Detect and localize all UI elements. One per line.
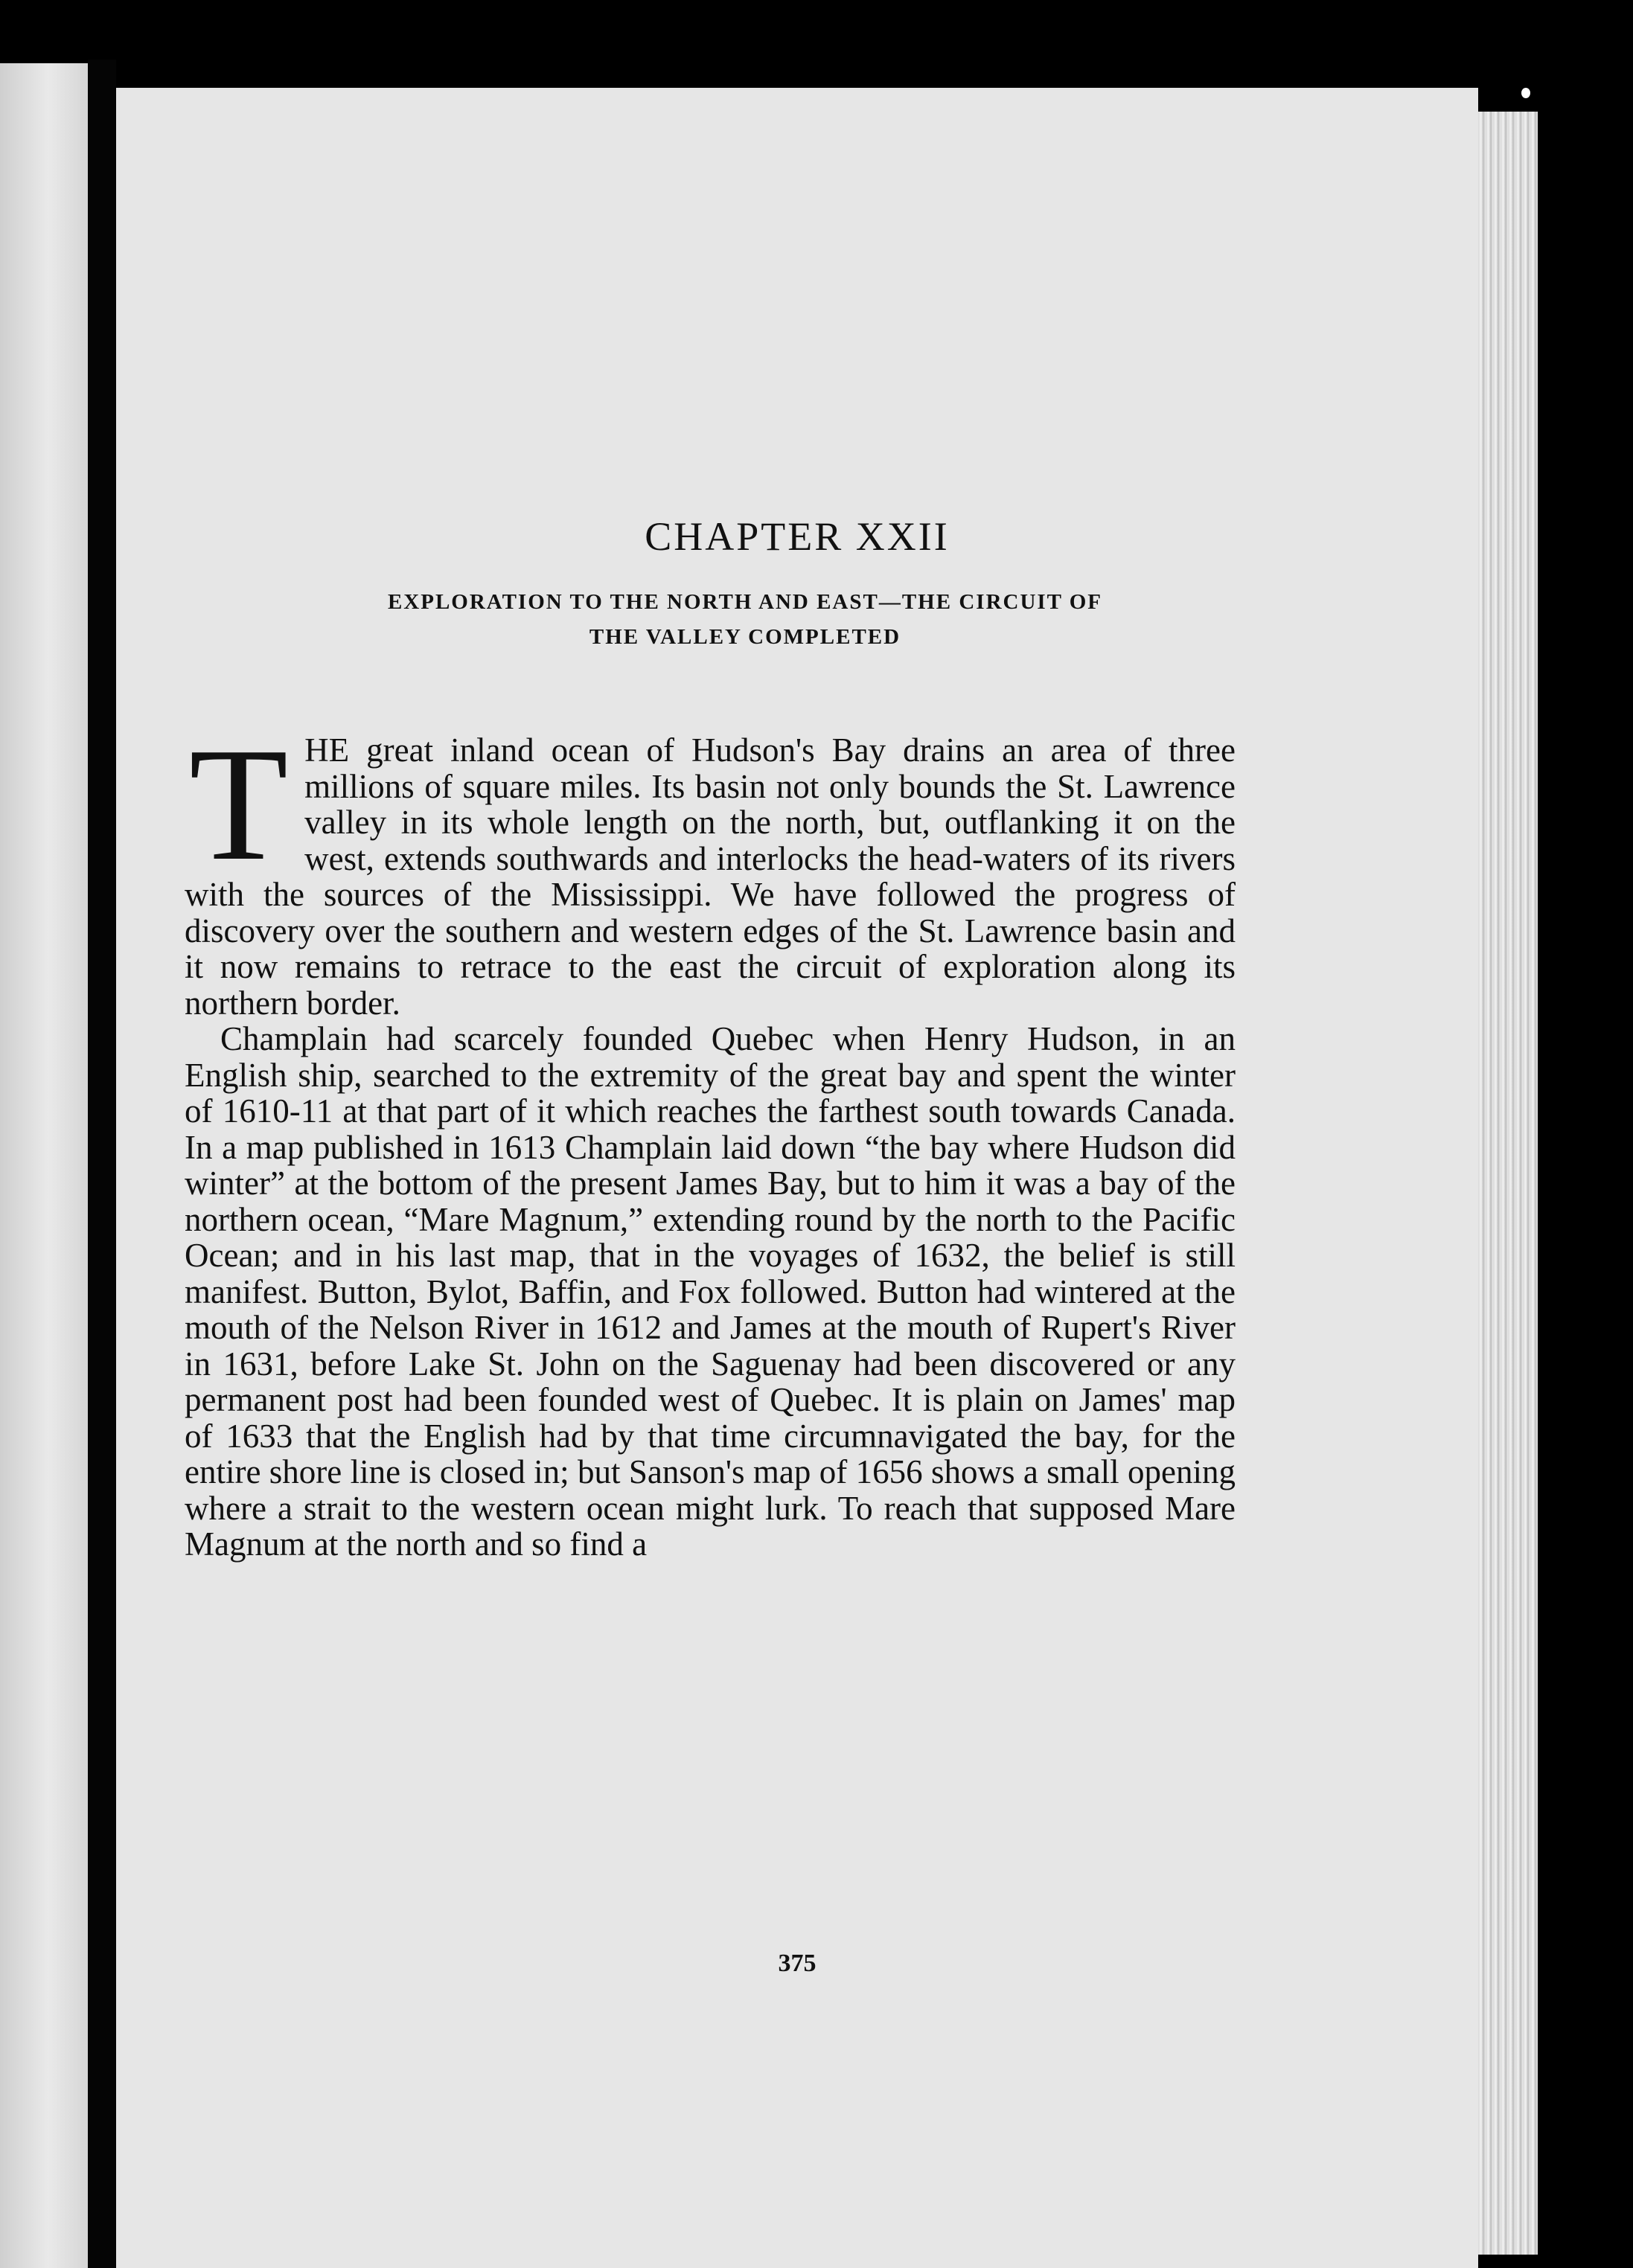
chapter-heading: CHAPTER XXII (645, 514, 950, 559)
page-stack-edge (1478, 112, 1538, 2255)
page-number: 375 (778, 1950, 816, 1977)
chapter-subtitle (205, 585, 1285, 655)
drop-cap: T (189, 715, 289, 894)
book-page (116, 88, 1478, 2268)
chapter-subtitle-line-1: EXPLORATION TO THE NORTH AND EAST—THE CIRCUIT OF (387, 590, 1103, 614)
scan-artifact-dot (1521, 88, 1530, 98)
book-spine (88, 60, 116, 2268)
chapter-subtitle-line-2: THE VALLEY COMPLETED (589, 625, 901, 649)
paragraph-1-text: HE great inland ocean of Hudson's Bay drains an area of three millions of square miles. Its basin not only bounds the St. Lawrence valley in its whole length on the north, but, outflanking it on the west, extends southwards and interlocks the head-waters of its rivers with the sources of the Mississippi. We have followed the progress of discovery over the southern and western edges of the St. Lawrence basin and it now remains to retrace to the east the circuit of exploration along its northern border. (185, 731, 1236, 1022)
paragraph-2: Champlain had scarcely founded Quebec when Henry Hudson, in an English ship, searched to the extremity of the great bay and spent the winter of 1610-11 at that part of it which reaches the farthest south towards Canada. In a map published in 1613 Champlain laid down “the bay where Hudson did winter” at the bottom of the present James Bay, but to him it was a bay of the northern ocean, “Mare Magnum,” extending round by the north to the Pacific Ocean; and in his last map, that in the voyages of 1632, the belief is still manifest. Button, Bylot, Baffin, and Fox followed. Button had wintered at the mouth of the Nelson River in 1612 and James at the mouth of Rupert's River in 1631, before Lake St. John on the Saguenay had been discovered or any permanent post had been founded west of Quebec. It is plain on James' map of 1633 that the English had by that time circumnavigated the bay, for the entire shore line is closed in; but Sanson's map of 1656 shows a small opening where a strait to the western ocean might lurk. To reach that supposed Mare Magnum at the north and so find a (185, 1020, 1236, 1563)
page-text-block (116, 88, 1478, 2268)
body-text (185, 715, 1236, 1563)
left-page-edge (0, 63, 88, 2268)
paragraph-1 (185, 715, 1236, 1022)
